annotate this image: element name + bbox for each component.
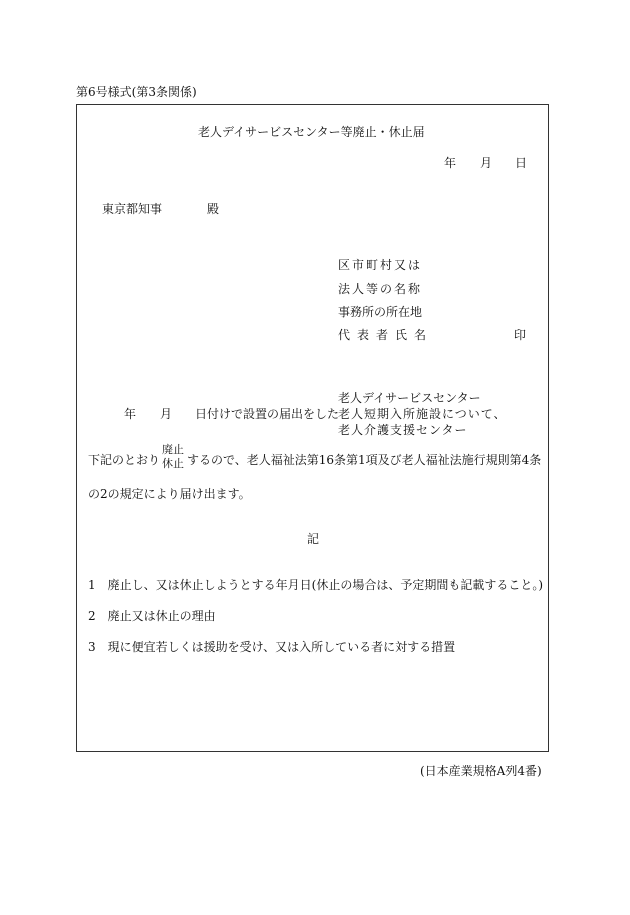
form-title: 老人デイサービスセンター等廃止・休止届 [198,125,425,139]
body-year-label: 年 [124,407,137,421]
facility-type-1: 老人デイサービスセンター [338,391,481,405]
item-text: 現に便宜若しくは援助を受け、又は入所している者に対する措置 [107,640,456,654]
applicant-label-corporation: 法人等の名称 [338,282,423,296]
body-continuation: するので、老人福祉法第16条第1項及び老人福祉法施行規則第4条 [187,453,542,467]
item-number: 2 [88,609,96,623]
applicant-label-representative: 代表者氏名 [338,328,434,342]
list-item [88,639,455,655]
date-month-label: 月 [480,156,493,170]
form-number: 第6号様式(第3条関係) [76,85,197,99]
facility-type-2: 老人短期入所施設について、 [338,407,507,421]
facility-type-3: 老人介護支援センター [338,423,468,437]
list-item [88,608,216,624]
date-year-label: 年 [444,156,457,170]
item-number: 1 [88,578,96,592]
item-text: 廃止又は休止の理由 [107,609,216,623]
ki-heading: 記 [307,532,320,546]
item-number: 3 [88,640,96,654]
item-text: 廃止し、又は休止しようとする年月日(休止の場合は、予定期間も記載すること。) [107,578,544,592]
choice-suspend: 休止 [162,457,184,470]
applicant-label-address: 事務所の所在地 [338,305,423,319]
body-month-label: 月 [160,407,173,421]
body-lead: 下記のとおり [88,453,161,467]
seal-mark: 印 [514,328,527,342]
paper-size-note: (日本産業規格A列4番) [420,764,542,778]
body-date-phrase: 日付けで設置の届出をした [195,407,340,421]
list-item [88,577,543,593]
choice-abolish: 廃止 [162,443,184,456]
date-day-label: 日 [515,156,528,170]
addressee-honorific: 殿 [207,202,220,216]
addressee-name: 東京都知事 [102,202,163,216]
body-last-line: の2の規定により届け出ます。 [88,487,251,501]
applicant-label-municipality: 区市町村又は [338,258,423,272]
